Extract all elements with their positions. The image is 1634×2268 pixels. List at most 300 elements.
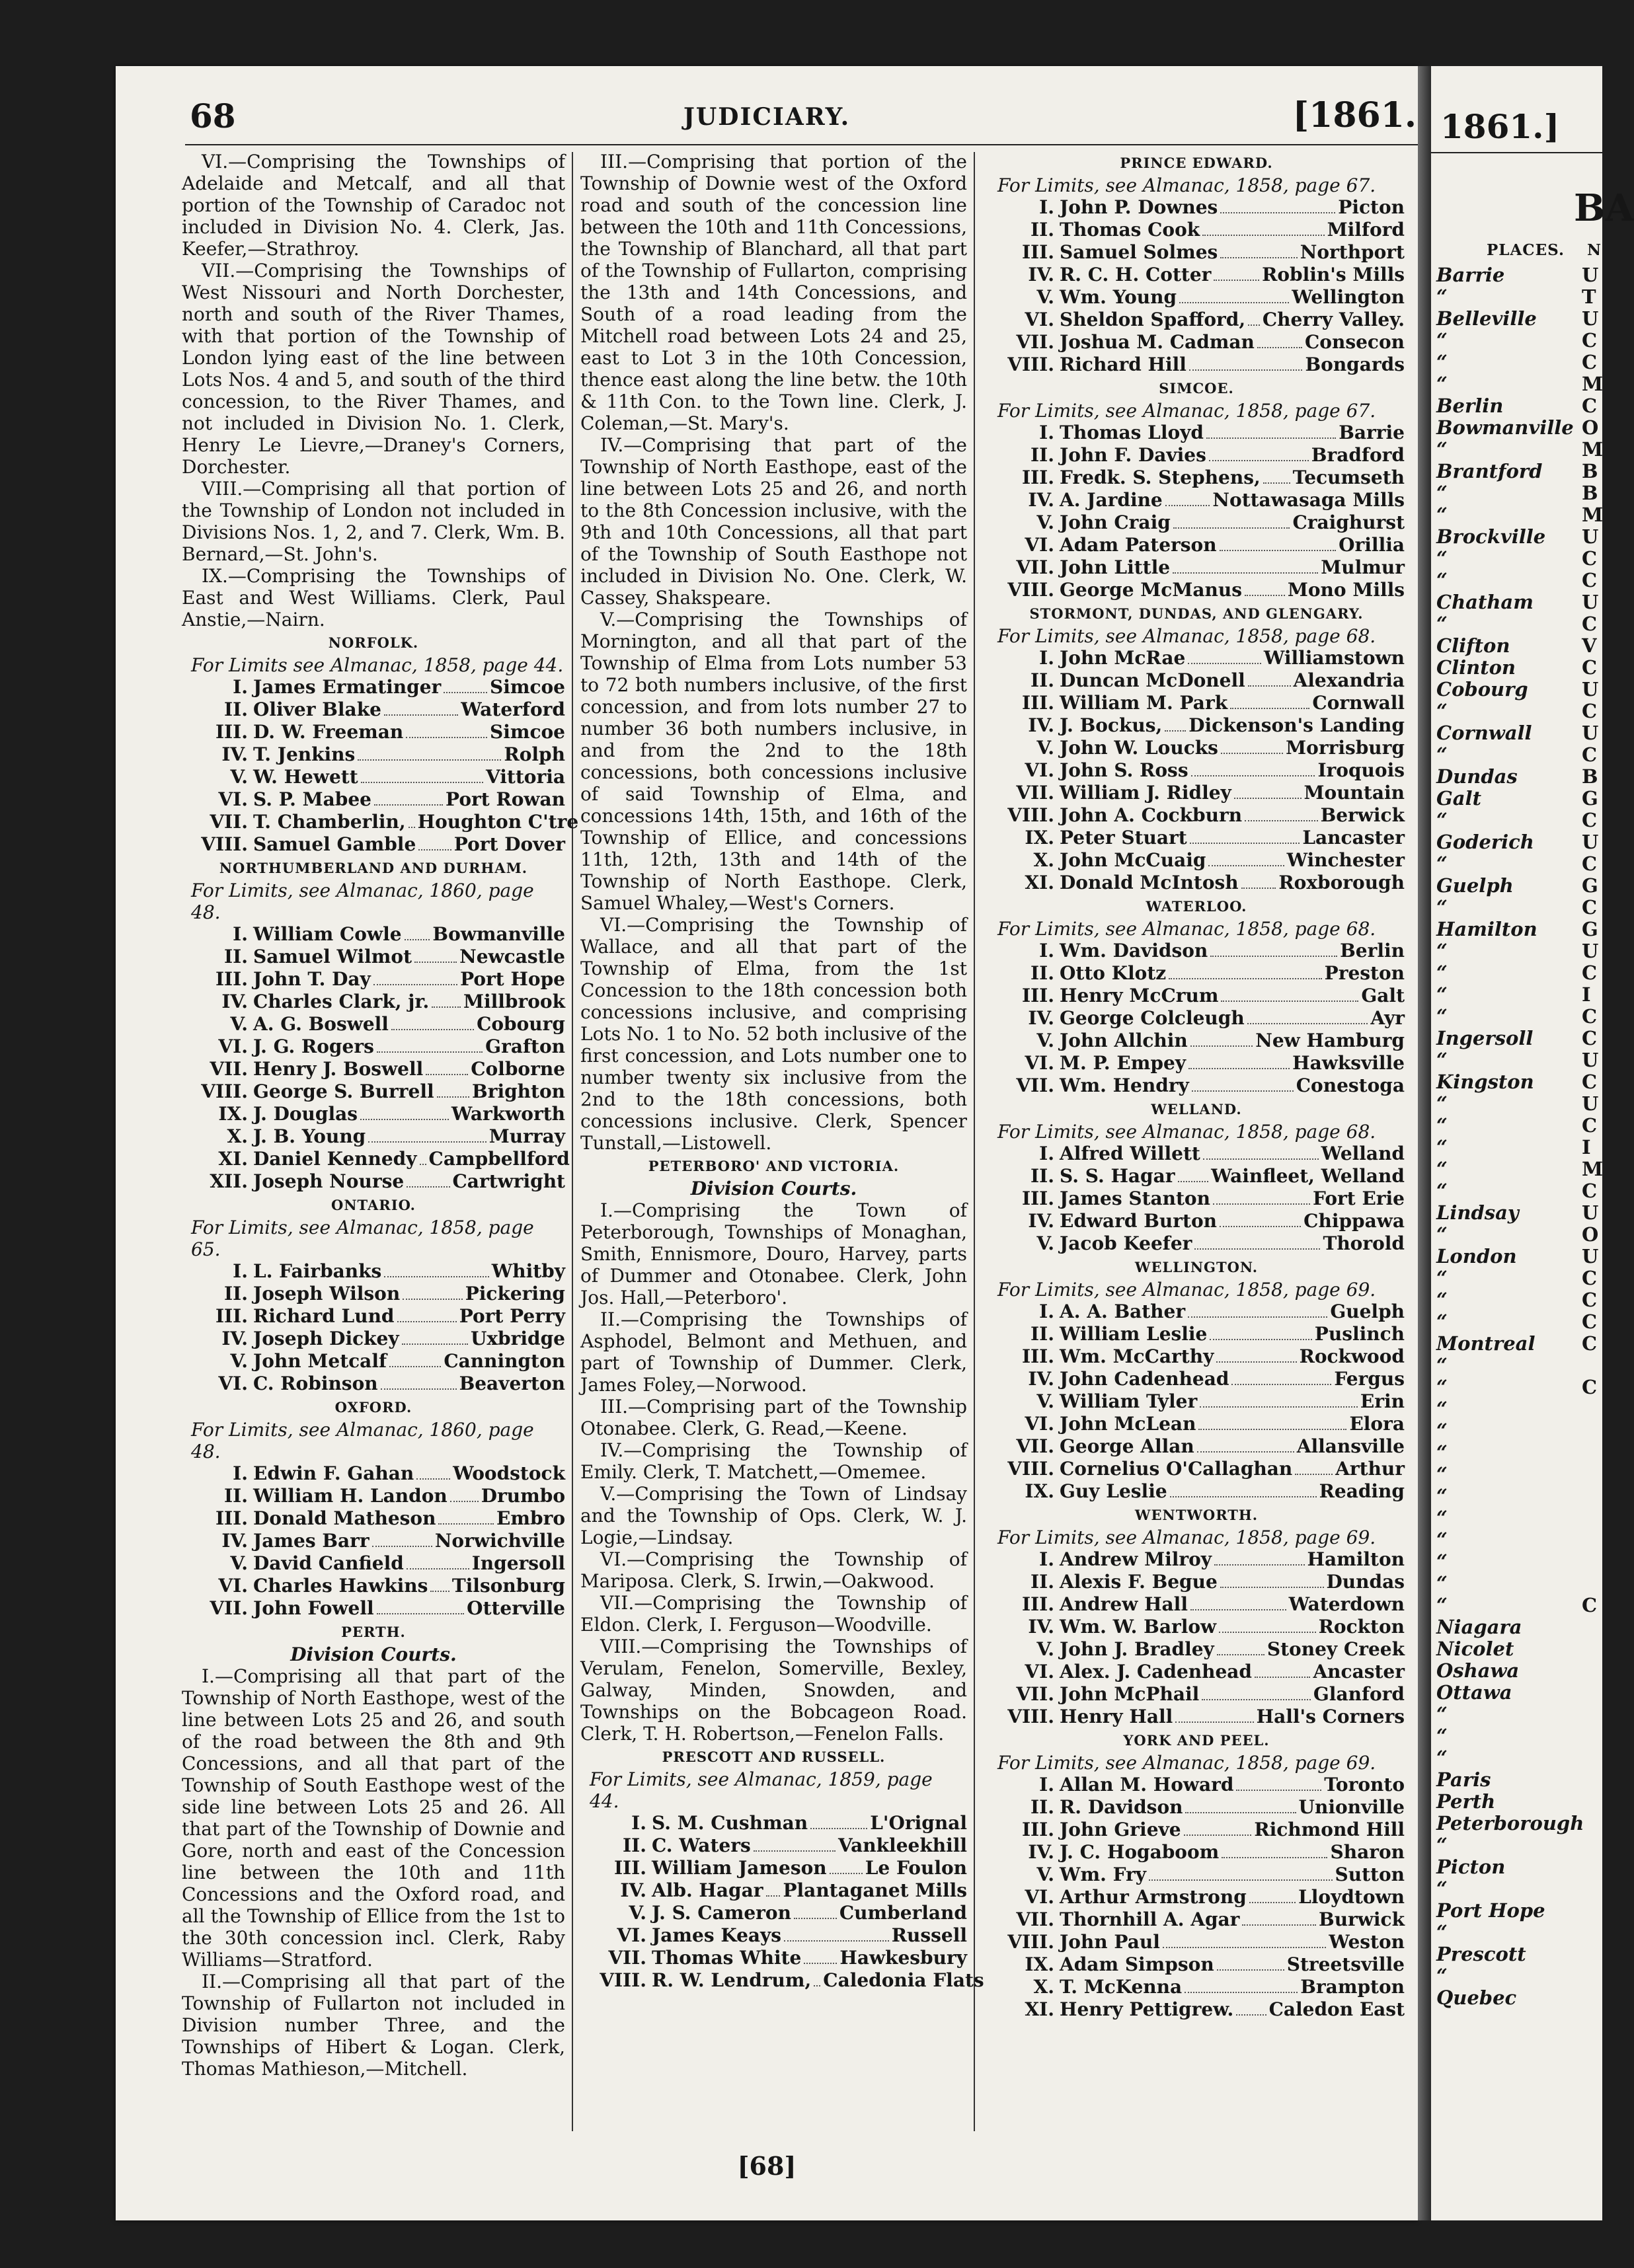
- division-number: III.: [215, 968, 248, 990]
- leader-dots: [1220, 1587, 1324, 1588]
- court-row: [988, 962, 1405, 985]
- court-place: Ancaster: [1313, 1661, 1405, 1682]
- court-place: Port Hope: [460, 968, 565, 990]
- place-entry-initial: [1582, 1878, 1602, 1900]
- limits-note: For Limits, see Almanac, 1858, page 67.: [997, 400, 1376, 422]
- division-number: V.: [230, 766, 248, 788]
- court-place: Toronto: [1324, 1774, 1405, 1796]
- clerk-name: James Ermatinger: [253, 676, 442, 698]
- place-name: “: [1436, 1441, 1448, 1464]
- section-title: SIMCOE.: [1159, 380, 1234, 397]
- place-name: “: [1436, 700, 1448, 722]
- leader-dots: [360, 1119, 449, 1120]
- court-place: Cornwall: [1312, 692, 1405, 714]
- division-number: XI.: [1025, 872, 1054, 893]
- clerk-name: William H. Landon: [253, 1485, 447, 1507]
- section-title: WELLINGTON.: [1134, 1259, 1259, 1275]
- division-number: IX.: [218, 1103, 248, 1125]
- leader-dots: [1173, 572, 1318, 574]
- court-row: [988, 264, 1405, 286]
- division-number: I.: [233, 676, 248, 698]
- place-entry-initial: C: [1582, 569, 1598, 591]
- leader-dots: [1213, 1203, 1310, 1205]
- place-entry-initial: [1582, 1987, 1602, 2009]
- court-place: Thorold: [1323, 1232, 1405, 1254]
- place-entry-initial: B: [1582, 460, 1598, 482]
- place-name: “: [1436, 1158, 1448, 1180]
- division-paragraph: VIII.—Comprising the Townships of Verulam, Fenelon, Somerville, Bexley, Galway, Minden, Snowden, and Townships on the Bobcageon Road. Clerk, T. H. Robertson,—Fenelon Falls.: [580, 1636, 967, 1745]
- court-row: [988, 1345, 1405, 1368]
- leader-dots: [830, 1873, 863, 1874]
- court-row: [182, 923, 565, 946]
- place-entry-initial: [1582, 1965, 1602, 1987]
- court-place: Caledon East: [1268, 1998, 1405, 2020]
- division-number: VII.: [1016, 556, 1054, 578]
- section-title-ontario: ONTARIO.: [331, 1197, 416, 1213]
- place-entry-initial: C: [1582, 1005, 1598, 1028]
- court-row: [988, 1188, 1405, 1210]
- division-number: VIII.: [1007, 1458, 1054, 1480]
- place-name: “: [1436, 1092, 1448, 1115]
- leader-dots: [1173, 527, 1290, 529]
- leader-dots: [384, 1276, 488, 1277]
- court-row: [988, 1774, 1405, 1796]
- court-place: Wellington: [1292, 286, 1405, 308]
- court-row: [182, 1170, 565, 1193]
- court-row: [182, 946, 565, 968]
- court-place: Milford: [1327, 219, 1405, 241]
- court-place: Millbrook: [463, 991, 565, 1012]
- place-entry-initial: C: [1582, 329, 1598, 352]
- place-row: [1436, 1137, 1602, 1158]
- place-name: Barrie: [1436, 264, 1505, 286]
- column-1: [182, 151, 579, 2080]
- court-row: [988, 1390, 1405, 1413]
- leader-dots: [1247, 1023, 1368, 1024]
- division-number: II.: [1031, 219, 1054, 241]
- place-row: [1436, 1551, 1602, 1573]
- clerk-name: Joseph Nourse: [253, 1170, 405, 1192]
- leader-dots: [397, 1321, 457, 1322]
- place-entry-initial: [1582, 1420, 1602, 1442]
- court-row: [182, 968, 565, 991]
- court-place: Reading: [1319, 1480, 1405, 1502]
- court-row: [988, 1413, 1405, 1435]
- leader-dots: [1202, 235, 1324, 236]
- division-number: I.: [1039, 940, 1054, 962]
- place-row: [1436, 1420, 1602, 1442]
- clerk-name: J. C. Hogaboom: [1060, 1841, 1220, 1863]
- court-place: Newcastle: [459, 946, 565, 967]
- place-entry-initial: [1582, 1486, 1602, 1507]
- clerk-name: Allan M. Howard: [1060, 1774, 1234, 1796]
- court-place: Conestoga: [1296, 1075, 1405, 1096]
- place-entry-initial: B: [1582, 765, 1598, 788]
- place-name: “: [1436, 504, 1448, 526]
- clerk-name: John Grieve: [1060, 1819, 1181, 1840]
- clerk-name: Fredk. S. Stephens,: [1060, 467, 1261, 488]
- place-row: [1436, 962, 1602, 984]
- clerk-name: Henry McCrum: [1060, 985, 1219, 1006]
- place-entry-initial: U: [1582, 525, 1599, 548]
- limits-note: For Limits, see Almanac, 1858, page 69.: [997, 1279, 1376, 1301]
- leader-dots: [361, 782, 483, 783]
- place-name: “: [1436, 1267, 1448, 1289]
- place-entry-initial: U: [1582, 678, 1599, 700]
- court-place: Lloydtown: [1298, 1886, 1405, 1908]
- court-place: Warkworth: [451, 1103, 565, 1125]
- clerk-name: Richard Hill: [1060, 354, 1187, 375]
- court-row: [988, 1075, 1405, 1097]
- court-list: [988, 422, 1405, 601]
- court-row: [182, 1148, 570, 1170]
- division-paragraph: VI.—Comprising the Township of Mariposa. Clerk, S. Irwin,—Oakwood.: [580, 1548, 967, 1592]
- limits-note: For Limits, see Almanac, 1858, page 69.: [997, 1752, 1376, 1774]
- court-place: Sutton: [1335, 1864, 1405, 1885]
- leader-dots: [1255, 1677, 1310, 1678]
- leader-dots: [407, 1568, 469, 1569]
- court-place: Mountain: [1303, 782, 1405, 804]
- court-row: [988, 647, 1405, 669]
- place-name: “: [1436, 1049, 1448, 1071]
- division-paragraph: III.—Comprising part of the Township Otonabee. Clerk, G. Read,—Keene.: [580, 1396, 967, 1439]
- clerk-name: John W. Loucks: [1060, 737, 1218, 759]
- court-row: [182, 1283, 565, 1305]
- place-entry-initial: C: [1582, 547, 1598, 570]
- place-entry-initial: C: [1582, 700, 1598, 722]
- leader-dots: [1214, 1564, 1304, 1566]
- court-place: Plantaganet Mills: [783, 1879, 967, 1901]
- court-row: [580, 1947, 967, 1969]
- division-number: IV.: [1028, 264, 1054, 285]
- division-number: IX.: [1025, 1480, 1054, 1502]
- place-row: [1436, 1115, 1602, 1137]
- division-number: V.: [1036, 511, 1054, 533]
- place-entry-initial: U: [1582, 1245, 1599, 1267]
- court-place: Sharon: [1330, 1841, 1405, 1863]
- places-list: [1436, 264, 1602, 2009]
- place-row: [1436, 286, 1602, 308]
- court-row: [182, 1058, 565, 1080]
- court-row: [988, 1796, 1405, 1819]
- leader-dots: [794, 1918, 837, 1919]
- place-name: “: [1436, 1485, 1448, 1507]
- court-place: Bradford: [1311, 444, 1405, 466]
- clerk-name: William Cowle: [253, 923, 402, 945]
- place-row: [1436, 853, 1602, 875]
- clerk-name: Cornelius O'Callaghan: [1060, 1458, 1293, 1480]
- division-number: IV.: [1028, 489, 1054, 511]
- clerk-name: Donald Matheson: [253, 1507, 436, 1529]
- court-row: [988, 196, 1405, 219]
- court-place: Embro: [496, 1507, 565, 1529]
- clerk-name: John Fowell: [253, 1597, 374, 1619]
- division-number: III.: [215, 1305, 248, 1327]
- clerk-name: Charles Hawkins: [253, 1575, 428, 1597]
- clerk-name: L. Fairbanks: [253, 1260, 382, 1282]
- court-place: Rockton: [1318, 1616, 1405, 1638]
- limits-note: For Limits, see Almanac, 1858, page 68.: [997, 918, 1376, 940]
- court-place: Port Dover: [453, 833, 565, 855]
- court-row: [580, 1924, 967, 1947]
- place-entry-initial: C: [1582, 852, 1598, 875]
- court-row: [988, 1931, 1405, 1953]
- leader-dots: [1190, 843, 1300, 844]
- court-place: Arthur: [1335, 1458, 1405, 1480]
- place-entry-initial: V: [1582, 634, 1597, 657]
- place-entry-initial: C: [1582, 962, 1598, 984]
- clerk-name: Thornhill A. Agar: [1060, 1909, 1240, 1930]
- clerk-name: Thomas White: [652, 1947, 802, 1969]
- clerk-name: Andrew Hall: [1060, 1593, 1188, 1615]
- division-number: II.: [1031, 1796, 1054, 1818]
- limits-note: For Limits, see Almanac, 1858, page 65.: [191, 1217, 534, 1260]
- leader-dots: [810, 1828, 867, 1829]
- court-row: [580, 1857, 967, 1879]
- leader-dots: [438, 1523, 494, 1525]
- leader-dots: [389, 1366, 441, 1367]
- place-row: [1436, 1289, 1602, 1311]
- place-name: “: [1436, 809, 1448, 831]
- place-entry-initial: M: [1582, 1158, 1604, 1180]
- leader-dots: [814, 1985, 820, 1986]
- place-name: Ingersoll: [1436, 1027, 1534, 1049]
- page-title: BA: [1574, 186, 1634, 230]
- place-name: Belleville: [1436, 307, 1537, 330]
- court-place: Hawkesbury: [839, 1947, 967, 1969]
- place-row: [1436, 1987, 1602, 2009]
- book-page-left: [116, 66, 1418, 2220]
- court-list: [988, 1548, 1405, 1728]
- header-rule: [185, 144, 1418, 145]
- court-row: [988, 1165, 1405, 1188]
- leader-dots: [1242, 1924, 1316, 1926]
- division-number: I.: [1039, 196, 1054, 218]
- leader-dots: [1192, 1090, 1294, 1092]
- division-paragraph: VII.—Comprising the Township of Eldon. Clerk, I. Ferguson—Woodville.: [580, 1592, 967, 1636]
- leader-dots: [1222, 1857, 1327, 1858]
- court-row: [988, 985, 1405, 1007]
- leader-dots: [1217, 1654, 1264, 1655]
- place-entry-initial: M: [1582, 438, 1604, 461]
- place-row: [1436, 352, 1602, 373]
- place-row: [1436, 330, 1602, 352]
- place-row: [1436, 1965, 1602, 1987]
- leader-dots: [391, 1029, 474, 1030]
- place-entry-initial: C: [1582, 1027, 1598, 1049]
- division-number: VII.: [1016, 1909, 1054, 1930]
- place-name: Cobourg: [1436, 678, 1528, 700]
- place-row: [1436, 1900, 1602, 1922]
- division-number: IV.: [1028, 1210, 1054, 1232]
- leader-dots: [1170, 1496, 1317, 1497]
- division-number: VI.: [218, 1036, 248, 1057]
- leader-dots: [1198, 1429, 1346, 1430]
- court-row: [988, 422, 1405, 444]
- clerk-name: William Jameson: [652, 1857, 827, 1879]
- court-place: Streetsville: [1286, 1953, 1405, 1975]
- clerk-name: Daniel Kennedy: [253, 1148, 417, 1170]
- place-row: [1436, 526, 1602, 548]
- place-name: “: [1436, 1463, 1448, 1486]
- division-number: II.: [1031, 962, 1054, 984]
- division-number: II.: [1031, 1323, 1054, 1345]
- court-place: Campbellford: [428, 1148, 570, 1170]
- court-row: [182, 1350, 565, 1373]
- place-entry-initial: [1582, 1900, 1602, 1922]
- clerk-name: Wm. Fry: [1060, 1864, 1146, 1885]
- division-number: I.: [1039, 1548, 1054, 1570]
- court-place: Guelph: [1330, 1301, 1405, 1322]
- division-number: VI.: [1025, 759, 1054, 781]
- leader-dots: [444, 692, 487, 693]
- court-place: Richmond Hill: [1254, 1819, 1405, 1840]
- court-row: [988, 579, 1405, 601]
- court-place: Mono Mills: [1287, 579, 1405, 601]
- leader-dots: [1234, 798, 1302, 799]
- clerk-name: Arthur Armstrong: [1060, 1886, 1247, 1908]
- place-entry-initial: [1582, 1638, 1602, 1660]
- place-row: [1436, 1377, 1602, 1398]
- division-number: III.: [1021, 1188, 1054, 1209]
- place-entry-initial: C: [1582, 656, 1598, 679]
- place-row: [1436, 635, 1602, 657]
- court-place: Cumberland: [839, 1902, 967, 1924]
- leader-dots: [1165, 505, 1210, 506]
- court-place: Brighton: [472, 1080, 565, 1102]
- place-name: “: [1436, 1289, 1448, 1311]
- place-row: [1436, 1464, 1602, 1486]
- leader-dots: [1236, 1790, 1321, 1791]
- court-row: [988, 1571, 1405, 1593]
- clerk-name: Duncan McDonell: [1060, 669, 1245, 691]
- clerk-name: T. Chamberlin,: [253, 811, 406, 833]
- leader-dots: [372, 1546, 432, 1547]
- place-row: [1436, 395, 1602, 417]
- court-place: Vankleekhill: [838, 1834, 967, 1856]
- leader-dots: [368, 1141, 486, 1143]
- page-number: 68: [190, 96, 236, 135]
- place-name: “: [1436, 1550, 1448, 1573]
- clerk-name: Joshua M. Cadman: [1060, 331, 1255, 353]
- clerk-name: A. A. Bather: [1060, 1301, 1186, 1322]
- place-name: London: [1436, 1245, 1517, 1267]
- clerk-name: C. Robinson: [253, 1373, 378, 1394]
- clerk-name: Edwin F. Gahan: [253, 1462, 414, 1484]
- clerk-name: Alb. Hagar: [652, 1879, 763, 1901]
- place-entry-initial: C: [1582, 1376, 1598, 1398]
- place-name: “: [1436, 940, 1448, 962]
- place-entry-initial: [1582, 1791, 1602, 1813]
- place-name: Oshawa: [1436, 1659, 1520, 1682]
- place-entry-initial: [1582, 1355, 1602, 1377]
- place-name: “: [1436, 373, 1448, 395]
- court-place: Houghton C'tre: [417, 811, 579, 833]
- place-entry-initial: U: [1582, 591, 1599, 613]
- court-place: Winchester: [1286, 849, 1405, 871]
- leader-dots: [1230, 708, 1309, 709]
- court-row: [182, 1575, 565, 1597]
- clerk-name: George McManus: [1060, 579, 1242, 601]
- division-number: V.: [629, 1902, 646, 1924]
- court-place: Caledonia Flats: [823, 1969, 984, 1991]
- court-place: Berlin: [1340, 940, 1405, 962]
- court-place: Whitby: [491, 1260, 565, 1282]
- court-place: Roblin's Mills: [1262, 264, 1405, 285]
- division-number: VIII.: [1007, 354, 1054, 375]
- division-number: III.: [613, 1857, 646, 1879]
- clerk-name: Adam Simpson: [1060, 1953, 1214, 1975]
- place-entry-initial: [1582, 1704, 1602, 1725]
- court-row: [182, 1103, 565, 1125]
- division-number: VI.: [1025, 1052, 1054, 1074]
- division-number: II.: [1031, 444, 1054, 466]
- book-page-right: [1431, 66, 1634, 2220]
- clerk-name: John S. Ross: [1060, 759, 1188, 781]
- court-row: [182, 1013, 565, 1036]
- division-number: V.: [1036, 1390, 1054, 1412]
- place-name: “: [1436, 1725, 1448, 1747]
- court-place: Elora: [1349, 1413, 1405, 1435]
- place-entry-initial: U: [1582, 1049, 1599, 1071]
- place-name: Clinton: [1436, 656, 1516, 679]
- place-name: Berlin: [1436, 395, 1504, 417]
- place-entry-initial: [1582, 1507, 1602, 1529]
- court-row: [988, 669, 1405, 692]
- clerk-name: John Little: [1060, 556, 1171, 578]
- place-entry-initial: U: [1582, 940, 1599, 962]
- court-row: [182, 699, 565, 721]
- place-entry-initial: U: [1582, 1092, 1599, 1115]
- division-number: III.: [1021, 1345, 1054, 1367]
- leader-dots: [432, 1006, 461, 1008]
- court-place: Cobourg: [477, 1013, 565, 1035]
- clerk-name: John McPhail: [1060, 1683, 1200, 1705]
- place-entry-initial: [1582, 1551, 1602, 1573]
- clerk-name: D. W. Freeman: [253, 721, 404, 743]
- place-name: Picton: [1436, 1856, 1506, 1878]
- court-row: [182, 1328, 565, 1350]
- court-place: Chippawa: [1303, 1210, 1405, 1232]
- place-entry-initial: [1582, 1573, 1602, 1595]
- court-list: [182, 676, 579, 856]
- division-number: VIII.: [600, 1969, 646, 1991]
- division-number: VIII.: [1007, 1931, 1054, 1953]
- court-row: [988, 241, 1405, 264]
- place-entry-initial: [1582, 1747, 1602, 1769]
- place-entry-initial: C: [1582, 1594, 1598, 1616]
- division-number: I.: [233, 1462, 248, 1484]
- book-gutter: [1418, 66, 1431, 2220]
- court-place: Drumbo: [481, 1485, 565, 1507]
- court-row: [988, 1435, 1405, 1458]
- leader-dots: [1178, 1181, 1209, 1182]
- court-place: Simcoe: [489, 721, 565, 743]
- court-row: [988, 489, 1405, 511]
- clerk-name: S. P. Mabee: [253, 788, 371, 810]
- place-row: [1436, 1224, 1602, 1246]
- division-number: II.: [623, 1834, 646, 1856]
- leader-dots: [1197, 1451, 1294, 1453]
- clerk-name: John Cadenhead: [1060, 1368, 1229, 1390]
- clerk-name: Wm. Young: [1060, 286, 1177, 308]
- court-row: [988, 1301, 1405, 1323]
- division-number: VIII.: [1007, 1706, 1054, 1727]
- division-number: III.: [1021, 467, 1054, 488]
- clerk-name: Wm. Davidson: [1060, 940, 1208, 962]
- place-row: [1436, 1878, 1602, 1900]
- place-name: Prescott: [1436, 1943, 1526, 1965]
